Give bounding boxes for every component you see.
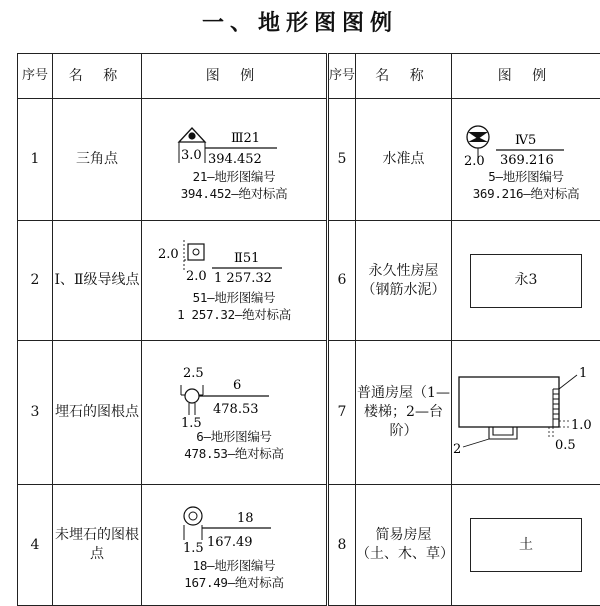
step-label: 2 [453, 442, 461, 457]
elevation-label: 369.216 [500, 153, 554, 168]
symbol-size-label: 2.0 [464, 154, 485, 169]
triangulation-point-icon [159, 117, 309, 169]
header-index: 序号 [18, 54, 53, 99]
dimension-label: 1.0 [571, 418, 592, 433]
legend-cell [452, 99, 600, 221]
legend-cell [142, 99, 328, 221]
header-legend: 图 例 [142, 54, 328, 99]
table-row [18, 221, 600, 341]
symbol-size-label: 1.5 [181, 416, 202, 429]
unburied-control-point-icon [159, 498, 309, 558]
legend-cell [452, 485, 600, 606]
table-row [18, 341, 600, 485]
legend-cell [142, 221, 328, 341]
row-index: 7 [328, 341, 356, 485]
symbol-size-label: 2.0 [186, 269, 207, 284]
grade-label: Ⅱ51 [234, 251, 259, 266]
page-title: 一、地形图图例 [0, 6, 600, 37]
grade-label: Ⅲ21 [231, 131, 260, 146]
header-index-2: 序号 [328, 54, 356, 99]
row-index: 4 [18, 485, 53, 606]
caption-elevation: 167.49—绝对标高 [142, 575, 326, 592]
header-name: 名 称 [53, 54, 142, 99]
buried-control-point-icon [159, 363, 309, 429]
row-name: 三角点 [53, 99, 142, 221]
grade-label: 6 [233, 378, 241, 393]
table-row [18, 485, 600, 606]
legend-cell [452, 341, 600, 485]
benchmark-icon [456, 117, 596, 169]
row-name: Ⅰ、Ⅱ级导线点 [53, 221, 142, 341]
row-index: 2 [18, 221, 53, 341]
header-legend-2: 图 例 [452, 54, 600, 99]
row-index: 6 [328, 221, 356, 341]
caption-elevation: 478.53—绝对标高 [142, 446, 326, 463]
row-name: 简易房屋（土、木、草） [356, 485, 452, 606]
symbol-size-label: 3.0 [181, 148, 202, 163]
caption-map-number: 51—地形图编号 [142, 290, 326, 307]
header-name-2: 名 称 [356, 54, 452, 99]
dimension-label: 0.5 [555, 438, 576, 453]
legend-cell [142, 485, 328, 606]
caption-map-number: 5—地形图编号 [452, 169, 600, 186]
row-name: 未埋石的图根点 [53, 485, 142, 606]
legend-table [17, 53, 600, 606]
caption-elevation: 1 257.32—绝对标高 [142, 307, 326, 324]
row-name: 水准点 [356, 99, 452, 221]
caption-elevation: 394.452—绝对标高 [142, 186, 326, 203]
caption-elevation: 369.216—绝对标高 [452, 186, 600, 203]
ordinary-house-icon [453, 367, 599, 459]
symbol-size-label: 2.0 [158, 247, 179, 262]
row-name: 埋石的图根点 [53, 341, 142, 485]
row-name: 永久性房屋（钢筋水泥） [356, 221, 452, 341]
row-index: 3 [18, 341, 53, 485]
elevation-label: 394.452 [208, 152, 262, 167]
table-row [18, 99, 600, 221]
elevation-label: 167.49 [207, 535, 253, 550]
caption-map-number: 6—地形图编号 [142, 429, 326, 446]
caption-map-number: 18—地形图编号 [142, 558, 326, 575]
symbol-size-label: 2.5 [183, 366, 204, 381]
caption-map-number: 21—地形图编号 [142, 169, 326, 186]
simple-house-icon: 土 [470, 518, 582, 572]
grade-label: Ⅳ5 [515, 133, 536, 148]
stair-label: 1 [579, 367, 587, 381]
legend-cell [142, 341, 328, 485]
row-name: 普通房屋（1—楼梯；2—台阶） [356, 341, 452, 485]
permanent-house-icon: 永3 [470, 254, 582, 308]
symbol-size-label: 1.5 [183, 541, 204, 556]
elevation-label: 478.53 [213, 402, 259, 417]
legend-cell [452, 221, 600, 341]
elevation-label: 1 257.32 [214, 271, 272, 286]
row-index: 5 [328, 99, 356, 221]
header-row [18, 54, 600, 99]
grade-label: 18 [237, 511, 254, 526]
row-index: 1 [18, 99, 53, 221]
traverse-point-icon [154, 238, 314, 290]
row-index: 8 [328, 485, 356, 606]
